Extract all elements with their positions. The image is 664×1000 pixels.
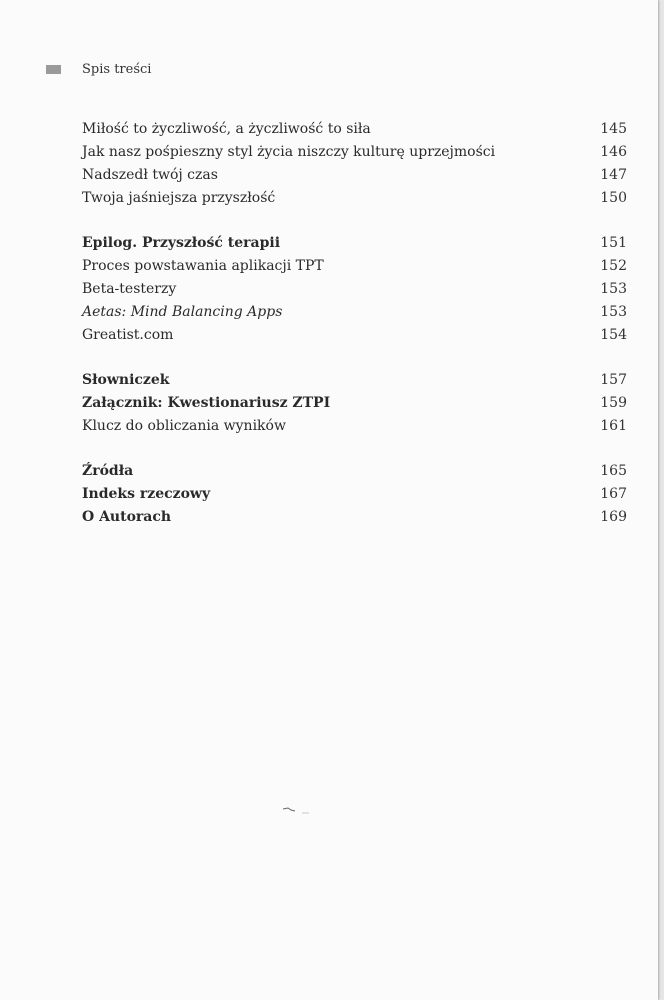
toc-entry-title: Jak nasz pośpieszny styl życia niszczy kulturę uprzejmości (82, 144, 496, 160)
table-of-contents (82, 118, 627, 551)
toc-entry-title: Miłość to życzliwość, a życzliwość to siła (82, 121, 371, 137)
toc-section-heading (82, 392, 627, 415)
toc-section-heading (82, 232, 627, 255)
toc-entry-page: 167 (600, 486, 627, 502)
toc-entry (82, 164, 627, 187)
toc-entry-page: 147 (600, 167, 627, 183)
toc-entry (82, 324, 627, 347)
toc-entry (82, 187, 627, 210)
toc-entry-title: Nadszedł twój czas (82, 167, 218, 183)
toc-entry-title: Beta-testerzy (82, 281, 177, 297)
toc-entry-page: 153 (600, 304, 627, 320)
toc-entry-title: Twoja jaśniejsza przyszłość (82, 190, 276, 206)
toc-entry-page: 161 (600, 418, 627, 434)
ink-smudge (282, 806, 310, 814)
toc-section-heading (82, 460, 627, 483)
toc-entry-title: Źródła (82, 463, 134, 479)
running-header (46, 62, 151, 77)
toc-entry-page: 145 (600, 121, 627, 137)
toc-entry-page: 165 (600, 463, 627, 479)
toc-entry-page: 154 (600, 327, 627, 343)
toc-entry-page: 153 (600, 281, 627, 297)
header-marker (46, 65, 61, 74)
toc-section-heading (82, 483, 627, 506)
toc-section-heading (82, 369, 627, 392)
toc-group (82, 460, 627, 529)
toc-entry-title: Epilog. Przyszłość terapii (82, 235, 281, 251)
toc-entry (82, 118, 627, 141)
toc-entry-title: Proces powstawania aplikacji TPT (82, 258, 324, 274)
toc-entry-title: Aetas: Mind Balancing Apps (82, 304, 283, 320)
toc-group (82, 118, 627, 210)
running-header-title: Spis treści (82, 62, 152, 77)
toc-entry-page: 152 (600, 258, 627, 274)
toc-entry (82, 415, 627, 438)
toc-entry-page: 151 (600, 235, 627, 251)
toc-entry-page: 146 (600, 144, 627, 160)
toc-entry-title: Słowniczek (82, 372, 170, 388)
toc-section-heading (82, 506, 627, 529)
toc-entry (82, 255, 627, 278)
toc-group (82, 369, 627, 438)
toc-entry-title: Indeks rzeczowy (82, 486, 211, 502)
toc-group (82, 232, 627, 347)
toc-entry-page: 157 (600, 372, 627, 388)
toc-entry-page: 169 (600, 509, 627, 525)
toc-entry-page: 159 (600, 395, 627, 411)
toc-entry-title: Greatist.com (82, 327, 174, 343)
toc-entry-page: 150 (600, 190, 627, 206)
toc-entry-title: O Autorach (82, 509, 172, 525)
toc-entry-title: Załącznik: Kwestionariusz ZTPI (82, 395, 331, 411)
toc-entry (82, 301, 627, 324)
toc-entry (82, 278, 627, 301)
toc-entry-title: Klucz do obliczania wyników (82, 418, 286, 434)
toc-entry (82, 141, 627, 164)
